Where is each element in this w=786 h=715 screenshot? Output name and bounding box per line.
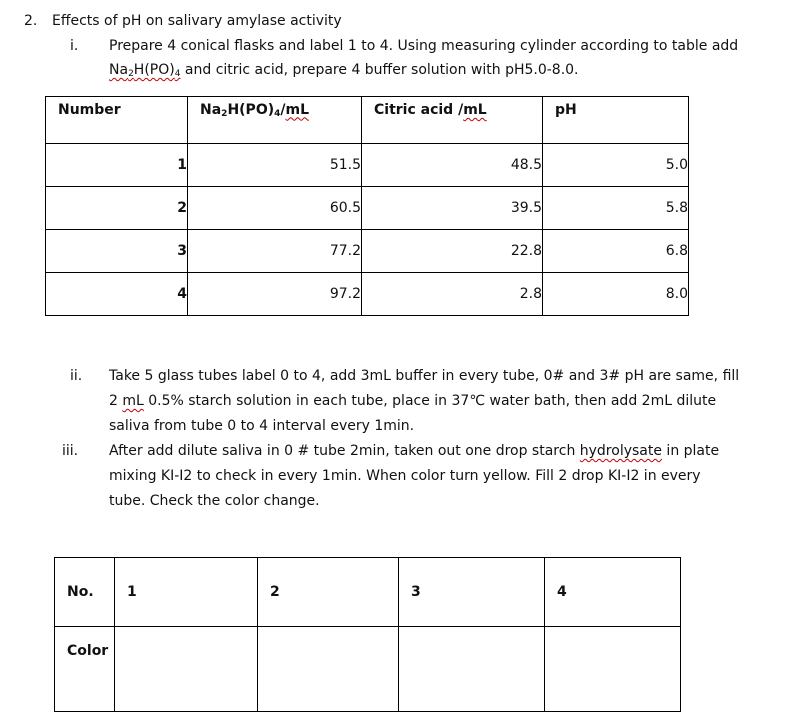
cell-na2hpo4: 97.2: [188, 273, 362, 316]
header-na2hpo4: $Na_2H(PO)_4/mL$: [188, 97, 362, 144]
cell-number: 2: [46, 187, 188, 230]
step-i-line1: Prepare 4 conical flasks and label 1 to 4. Using measuring cylinder according to table add: [109, 38, 739, 54]
tube-header: 2: [258, 558, 399, 627]
header-citric-acid: Citric acid /mL: [362, 97, 543, 144]
no-label: No.: [55, 558, 115, 627]
section-number: 2.: [24, 13, 38, 29]
section-title: Effects of pH on salivary amylase activity: [52, 13, 342, 29]
color-cell[interactable]: [258, 627, 399, 712]
cell-citric: 48.5: [362, 144, 543, 187]
formula-na2hpo4: $Na_2H(PO)_4$: [109, 62, 181, 79]
step-ii-line1: Take 5 glass tubes label 0 to 4, add 3mL buffer in every tube, 0# and 3# pH are same, fill: [109, 368, 740, 384]
step-i-line2: $Na_2H(PO)_4$ and citric acid, prepare 4 buffer solution with pH5.0-8.0.: [109, 62, 579, 79]
step-iii-line3: tube. Check the color change.: [109, 493, 320, 509]
color-cell[interactable]: [115, 627, 258, 712]
color-table-no-row: [55, 558, 681, 627]
table-row: [46, 230, 689, 273]
color-cell[interactable]: [399, 627, 545, 712]
cell-na2hpo4: 77.2: [188, 230, 362, 273]
cell-citric: 2.8: [362, 273, 543, 316]
cell-number: 3: [46, 230, 188, 273]
table-row: [46, 273, 689, 316]
cell-ph: 6.8: [543, 230, 689, 273]
cell-na2hpo4: 51.5: [188, 144, 362, 187]
cell-na2hpo4: 60.5: [188, 187, 362, 230]
color-table: [54, 557, 681, 712]
cell-ph: 5.0: [543, 144, 689, 187]
color-table-color-row: [55, 627, 681, 712]
color-cell[interactable]: [545, 627, 681, 712]
step-ii-line3: saliva from tube 0 to 4 interval every 1min.: [109, 418, 415, 434]
cell-ph: 8.0: [543, 273, 689, 316]
cell-citric: 22.8: [362, 230, 543, 273]
step-ii-line2: 2 mL 0.5% starch solution in each tube, place in 37℃ water bath, then add 2mL dilute: [109, 393, 717, 409]
step-marker-ii: ii.: [70, 368, 83, 384]
cell-number: 4: [46, 273, 188, 316]
step-marker-iii: iii.: [62, 443, 79, 459]
cell-number: 1: [46, 144, 188, 187]
color-label: Color: [55, 627, 115, 712]
buffer-table: [45, 96, 689, 316]
table-row: [46, 144, 689, 187]
tube-header: 1: [115, 558, 258, 627]
step-iii-line1: After add dilute saliva in 0 # tube 2min, taken out one drop starch hydrolysate in plate: [109, 443, 720, 459]
header-number: Number: [46, 97, 188, 144]
cell-ph: 5.8: [543, 187, 689, 230]
step-marker-i: i.: [70, 38, 79, 54]
table-row: [46, 187, 689, 230]
header-ph: pH: [543, 97, 689, 144]
step-iii-line2: mixing KI-I2 to check in every 1min. When color turn yellow. Fill 2 drop KI-I2 in every: [109, 468, 701, 484]
buffer-table-header-row: [46, 97, 689, 144]
tube-header: 3: [399, 558, 545, 627]
cell-citric: 39.5: [362, 187, 543, 230]
tube-header: 4: [545, 558, 681, 627]
